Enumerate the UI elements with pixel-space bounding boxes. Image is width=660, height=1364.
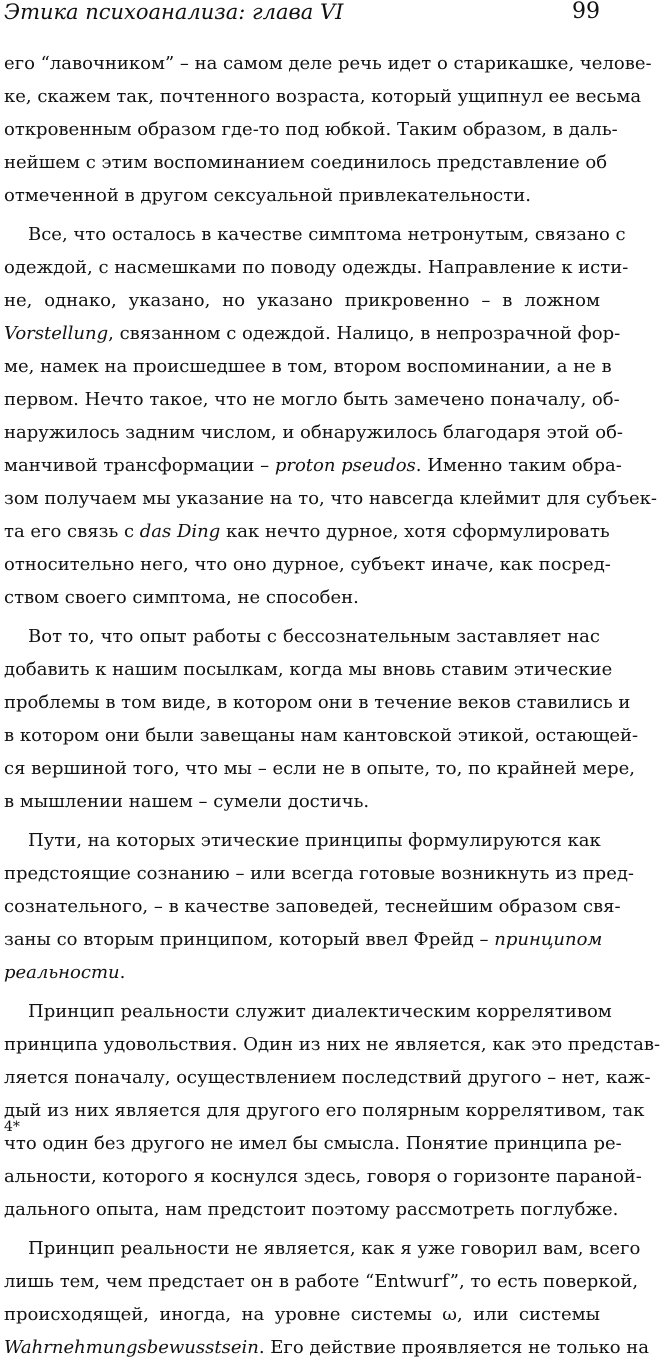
running-title: Этика психоанализа: глава VI bbox=[4, 0, 344, 24]
text-line bbox=[4, 1127, 622, 1160]
text-line bbox=[4, 653, 613, 686]
text-run: одеждой, с насмешками по поводу одежды. Направление к исти- bbox=[4, 257, 629, 278]
text-line bbox=[4, 416, 624, 449]
text-run: не, однако, указано, но указано прикровенно – в ложном bbox=[4, 290, 600, 311]
italic-term: реальности bbox=[4, 962, 120, 983]
text-run: зом получаем мы указание на то, что навсегда клеймит для субъек- bbox=[4, 488, 658, 509]
text-line bbox=[4, 251, 629, 284]
text-run: альности, которого я коснулся здесь, говоря о горизонте параной- bbox=[4, 1166, 642, 1187]
text-run: . Его действие проявляется не только на bbox=[258, 1337, 650, 1358]
text-run: . bbox=[119, 962, 126, 983]
paragraph bbox=[4, 824, 635, 989]
text-line bbox=[4, 515, 610, 548]
text-run: как нечто дурное, хотя сформулировать bbox=[220, 521, 610, 542]
text-run: манчивой трансформации – bbox=[4, 455, 275, 476]
text-line bbox=[4, 1094, 645, 1127]
text-line bbox=[4, 752, 635, 785]
text-line bbox=[4, 146, 608, 179]
text-run: Все, что осталось в качестве симптома нетронутым, связано с bbox=[28, 224, 626, 245]
running-head bbox=[4, 0, 600, 34]
text-line bbox=[4, 179, 600, 212]
text-run: принципа удовольствия. Один из них не является, как это представ- bbox=[4, 1034, 660, 1055]
text-line bbox=[4, 218, 626, 251]
text-line bbox=[4, 80, 642, 113]
text-line bbox=[4, 1061, 651, 1094]
text-run: в мышлении нашем – сумели достичь. bbox=[4, 791, 370, 812]
text-line bbox=[4, 383, 620, 416]
italic-term: Wahrnehmungsbewusstsein bbox=[4, 1337, 259, 1358]
text-line bbox=[4, 1193, 619, 1226]
text-line bbox=[4, 890, 621, 923]
text-run: первом. Нечто такое, что не могло быть замечено поначалу, об- bbox=[4, 389, 620, 410]
text-line bbox=[4, 1331, 650, 1364]
text-line bbox=[4, 785, 600, 818]
text-line bbox=[4, 449, 622, 482]
text-line bbox=[4, 1232, 641, 1265]
text-line bbox=[4, 581, 600, 614]
body-text bbox=[4, 47, 660, 1358]
text-line bbox=[4, 1160, 642, 1193]
italic-term: принципом bbox=[494, 929, 603, 950]
italic-term: proton pseudos bbox=[274, 455, 416, 476]
text-line bbox=[4, 824, 600, 857]
text-run: ке, скажем так, почтенного возраста, который ущипнул ее весьма bbox=[4, 86, 642, 107]
text-run: сознательного, – в качестве заповедей, теснейшим образом свя- bbox=[4, 896, 621, 917]
text-run: нейшем с этим воспоминанием соединилось представление об bbox=[4, 152, 608, 173]
text-run: Пути, на которых этические принципы формулируются как bbox=[28, 830, 601, 851]
text-run: Принцип реальности служит диалектическим коррелятивом bbox=[28, 1001, 612, 1022]
italic-term: das Ding bbox=[139, 521, 221, 542]
text-line bbox=[4, 350, 612, 383]
text-line bbox=[4, 956, 600, 989]
text-line bbox=[4, 923, 603, 956]
text-run: заны со вторым принципом, который ввел Фрейд – bbox=[4, 929, 495, 950]
text-line bbox=[4, 719, 639, 752]
text-run: ляется поначалу, осуществлением последствий другого – нет, каж- bbox=[4, 1067, 651, 1088]
text-run: предстоящие сознанию – или всегда готовые возникнуть из пред- bbox=[4, 863, 635, 884]
text-run: . Именно таким обра- bbox=[415, 455, 622, 476]
text-run: Принцип реальности не является, как я уже говорил вам, всего bbox=[28, 1238, 641, 1259]
text-run: Вот то, что опыт работы с бессознательным заставляет нас bbox=[28, 626, 600, 647]
paragraph bbox=[4, 47, 652, 212]
text-line bbox=[4, 284, 600, 317]
page-number: 99 bbox=[572, 0, 600, 24]
text-run: , связанном с одеждой. Налицо, в непрозрачной фор- bbox=[108, 323, 621, 344]
paragraph bbox=[4, 620, 639, 818]
text-run: относительно него, что оно дурное, субъект иначе, как посред- bbox=[4, 554, 611, 575]
italic-term: Vorstellung bbox=[4, 323, 109, 344]
paragraph bbox=[4, 995, 660, 1226]
text-line bbox=[4, 995, 612, 1028]
paragraph bbox=[4, 218, 658, 614]
text-run: дый из них является для другого его полярным коррелятивом, так bbox=[4, 1100, 645, 1121]
text-run: откровенным образом где-то под юбкой. Таким образом, в даль- bbox=[4, 119, 618, 140]
printer-signature-mark: 4* bbox=[4, 1119, 20, 1135]
text-line bbox=[4, 1265, 639, 1298]
text-line bbox=[4, 113, 618, 146]
text-line bbox=[4, 686, 631, 719]
text-run: что один без другого не имел бы смысла. Понятие принципа ре- bbox=[4, 1133, 622, 1154]
text-run: дального опыта, нам предстоит поэтому рассмотреть поглубже. bbox=[4, 1199, 619, 1220]
text-line bbox=[4, 857, 635, 890]
text-run: отмеченной в другом сексуальной привлекательности. bbox=[4, 185, 531, 206]
text-run: его “лавочником” – на самом деле речь идет о старикашке, челове- bbox=[4, 53, 652, 74]
text-line bbox=[4, 482, 658, 515]
text-run: та его связь с bbox=[4, 521, 140, 542]
text-run: ством своего симптома, не способен. bbox=[4, 587, 359, 608]
text-run: ме, намек на происшедшее в том, втором воспоминании, а не в bbox=[4, 356, 612, 377]
paragraph bbox=[4, 1232, 650, 1364]
text-line bbox=[4, 1298, 600, 1331]
text-run: добавить к нашим посылкам, когда мы вновь ставим этические bbox=[4, 659, 613, 680]
text-run: в котором они были завещаны нам кантовской этикой, остающей- bbox=[4, 725, 639, 746]
text-run: происходящей, иногда, на уровне системы ω, или системы bbox=[4, 1304, 600, 1325]
text-line bbox=[4, 317, 621, 350]
text-line bbox=[4, 548, 611, 581]
text-run: проблемы в том виде, в котором они в течение веков ставились и bbox=[4, 692, 631, 713]
text-line bbox=[4, 620, 600, 653]
text-run: ся вершиной того, что мы – если не в опыте, то, по крайней мере, bbox=[4, 758, 635, 779]
text-run: лишь тем, чем предстает он в работе “Entwurf”, то есть поверкой, bbox=[4, 1271, 639, 1292]
text-line bbox=[4, 1028, 660, 1061]
text-line bbox=[4, 47, 652, 80]
text-run: наружилось задним числом, и обнаружилось благодаря этой об- bbox=[4, 422, 624, 443]
